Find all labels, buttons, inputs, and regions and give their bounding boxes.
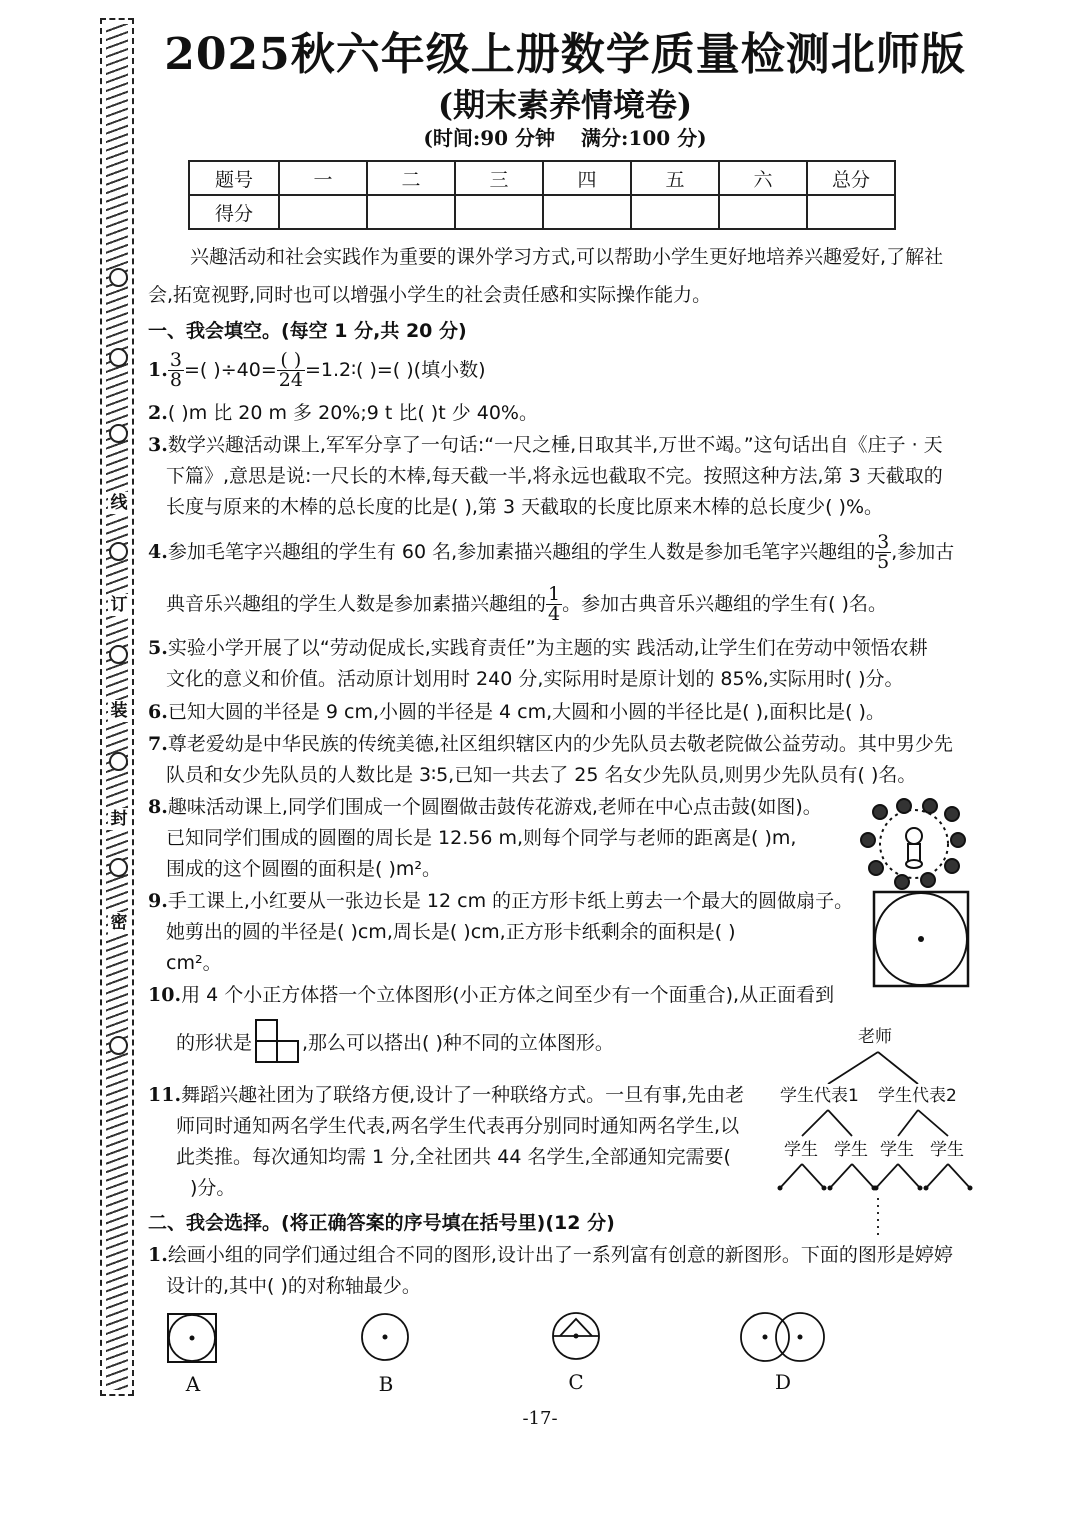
binding-hole: [109, 268, 128, 287]
tree-node-student: 学生: [880, 1140, 914, 1160]
question-1-1: [148, 350, 486, 390]
question-number: 9.: [148, 890, 168, 912]
score-table: [188, 160, 896, 230]
question-text-line: )分。: [190, 1177, 236, 1199]
question-text-line: 师同时通知两名学生代表,两名学生代表再分别同时通知两名学生,以: [176, 1115, 740, 1137]
cube-front-view-figure: [254, 1018, 302, 1066]
score-input-cell[interactable]: [807, 195, 895, 229]
question-text: 已知大圆的半径是 9 cm,小圆的半径是 4 cm,大圆和小圆的半径比是( ),面积比是( )。: [167, 701, 885, 723]
binding-hole: [109, 858, 128, 877]
question-text-line: 设计的,其中( )的对称轴最少。: [166, 1275, 421, 1297]
score-row-label: 得分: [189, 195, 279, 229]
tree-node-teacher: 老师: [858, 1027, 892, 1047]
binding-mark-mi: 密: [108, 912, 130, 934]
intro-line: 会,拓宽视野,同时也可以增强小学生的社会责任感和实际操作能力。: [148, 284, 712, 306]
fraction-denominator: 5: [877, 551, 890, 573]
binding-hole: [109, 1036, 128, 1055]
question-text-line: cm²。: [166, 952, 222, 974]
tree-node-student: 学生: [784, 1140, 818, 1160]
option-a-figure: [166, 1312, 218, 1364]
fraction: [168, 351, 184, 390]
question-number: 10.: [148, 984, 182, 1006]
question-text: 参加毛笔字兴趣组的学生有 60 名,参加素描兴趣组的学生人数是参加毛笔字兴趣组的: [167, 541, 876, 563]
score-input-cell[interactable]: [543, 195, 631, 229]
fraction: [277, 351, 305, 390]
page-number: -17-: [522, 1408, 558, 1429]
q1-part-b: =1.2∶( )=( )(填小数): [304, 359, 486, 381]
score-input-cell[interactable]: [367, 195, 455, 229]
question-text: 的形状是: [176, 1032, 253, 1054]
binding-hole: [109, 348, 128, 367]
fraction: [875, 533, 891, 572]
question-number: 7.: [148, 733, 168, 755]
question-text-line: 围成的这个圆圈的面积是( )m²。: [166, 858, 441, 880]
option-b-figure: [360, 1312, 410, 1362]
question-number: 1.: [148, 359, 168, 381]
tree-node-student: 学生: [834, 1140, 868, 1160]
score-cell-header: 二: [367, 161, 455, 195]
question-number: 4.: [148, 541, 168, 563]
binding-mark-feng: 封: [108, 808, 130, 830]
tree-node-rep2: 学生代表2: [878, 1086, 957, 1106]
option-d-label[interactable]: D: [774, 1370, 792, 1394]
question-text-line: [166, 584, 887, 624]
score-cell-header: 题号: [189, 161, 279, 195]
question-number: 1.: [148, 1244, 168, 1266]
page-title: 2025秋六年级上册数学质量检测北师版: [164, 29, 966, 80]
question-1-2: [148, 398, 538, 429]
score-table-header-row: [189, 161, 895, 195]
score-cell-header: 四: [543, 161, 631, 195]
fraction-denominator: 4: [548, 603, 561, 625]
page-subtitle: (期末素养情境卷): [437, 86, 693, 124]
score-input-cell[interactable]: [719, 195, 807, 229]
binding-hole: [109, 645, 128, 664]
binding-hole: [109, 542, 128, 561]
question-number: 8.: [148, 796, 168, 818]
question-1-5: [148, 633, 928, 664]
intro-line: 兴趣活动和社会实践作为重要的课外学习方式,可以帮助小学生更好地培养兴趣爱好,了解社: [190, 246, 944, 268]
children-circle-illustration: [858, 798, 970, 890]
question-text: 尊老爱幼是中华民族的传统美德,社区组织辖区内的少先队员去敬老院做公益劳动。其中男少先: [167, 733, 953, 755]
question-text-line: 队员和女少先队员的人数比是 3∶5,已知一共去了 25 名女少先队员,则男少先队员有( )名。: [166, 764, 917, 786]
option-a-label[interactable]: A: [185, 1372, 201, 1396]
fraction: [546, 585, 562, 624]
question-1-11: [148, 1080, 744, 1111]
question-1-3: [148, 430, 943, 461]
fraction-denominator: 8: [169, 369, 182, 391]
score-cell-header: 六: [719, 161, 807, 195]
question-text-line: 文化的意义和价值。活动原计划用时 240 分,实际用时是原计划的 85%,实际用时( )分。: [166, 668, 904, 690]
question-1-4: [148, 532, 954, 572]
question-text: 数学兴趣活动课上,军军分享了一句话:“一尺之棰,日取其半,万世不竭。”这句话出自《庄子 · 天: [167, 434, 943, 456]
question-2-1: [148, 1240, 953, 1271]
score-table-score-row: [189, 195, 895, 229]
question-text-line: 此类推。每次通知均需 1 分,全社团共 44 名学生,全部通知完需要(: [176, 1146, 731, 1168]
option-c-label[interactable]: C: [568, 1370, 584, 1394]
notification-tree-diagram: [770, 1024, 976, 1244]
question-text: 趣味活动课上,同学们围成一个圆圈做击鼓传花游戏,老师在中心点击鼓(如图)。: [167, 796, 822, 818]
question-text: ( )m 比 20 m 多 20%;9 t 比( )t 少 40%。: [167, 402, 538, 424]
score-input-cell[interactable]: [631, 195, 719, 229]
question-1-6: [148, 697, 885, 728]
score-cell-header: 三: [455, 161, 543, 195]
fraction-numerator: 3: [169, 349, 182, 371]
section-2-title: 二、我会选择。(将正确答案的序号填在括号里)(12 分): [148, 1212, 615, 1234]
q1-part-a: =( )÷40=: [183, 359, 277, 381]
exam-time: (时间:90 分钟: [423, 126, 556, 150]
question-number: 11.: [148, 1084, 182, 1106]
question-text-line: [176, 1028, 614, 1059]
score-cell-header: 五: [631, 161, 719, 195]
question-number: 6.: [148, 701, 168, 723]
question-text-line: 长度与原来的木棒的总长度的比是( ),第 3 天截取的长度比原来木棒的总长度少( )%。: [166, 496, 883, 518]
binding-mark-ding: 订: [108, 594, 130, 616]
question-1-10: [148, 980, 834, 1011]
score-input-cell[interactable]: [455, 195, 543, 229]
question-text: ,参加古: [891, 541, 955, 563]
question-number: 3.: [148, 434, 168, 456]
circle-in-square-figure: [872, 890, 970, 988]
question-text: ,那么可以搭出( )种不同的立体图形。: [302, 1032, 614, 1054]
question-text-line: 下篇》,意思是说:一尺长的木棒,每天截一半,将永远也截取不完。按照这种方法,第 3 天截取的: [166, 465, 943, 487]
fraction-numerator: ( ): [277, 351, 305, 371]
question-text-line: 已知同学们围成的圆圈的周长是 12.56 m,则每个同学与老师的距离是( )m,: [166, 827, 797, 849]
question-text: 实验小学开展了以“劳动促成长,实践育责任”为主题的实 践活动,让学生们在劳动中领悟农耕: [167, 637, 928, 659]
score-cell-header: 总分: [807, 161, 895, 195]
score-cell-header: 一: [279, 161, 367, 195]
tree-node-rep1: 学生代表1: [780, 1086, 859, 1106]
question-number: 5.: [148, 637, 168, 659]
question-text: 典音乐兴趣组的学生人数是参加素描兴趣组的: [166, 593, 547, 615]
option-d-figure: [738, 1310, 828, 1364]
tree-node-student: 学生: [930, 1140, 964, 1160]
question-text: 舞蹈兴趣社团为了联络方便,设计了一种联络方式。一旦有事,先由老: [181, 1084, 745, 1106]
fraction-numerator: 3: [877, 531, 890, 553]
question-text: 。参加古典音乐兴趣组的学生有( )名。: [562, 593, 887, 615]
score-input-cell[interactable]: [279, 195, 367, 229]
fraction-denominator: 24: [278, 369, 303, 391]
question-number: 2.: [148, 402, 168, 424]
option-b-label[interactable]: B: [378, 1372, 394, 1396]
binding-mark-zhuang: 装: [108, 700, 130, 722]
question-text-line: 她剪出的圆的半径是( )cm,周长是( )cm,正方形卡纸剩余的面积是( ): [166, 921, 736, 943]
binding-mark-line: 线: [108, 492, 130, 514]
binding-hole: [109, 752, 128, 771]
question-1-8: [148, 792, 822, 823]
binding-hole: [109, 424, 128, 443]
question-text: 绘画小组的同学们通过组合不同的图形,设计出了一系列富有创意的新图形。下面的图形是婷婷: [167, 1244, 953, 1266]
fraction-numerator: 1: [548, 583, 561, 605]
question-text: 手工课上,小红要从一张边长是 12 cm 的正方形卡纸上剪去一个最大的圆做扇子。: [167, 890, 854, 912]
question-text: 用 4 个小正方体搭一个立体图形(小正方体之间至少有一个面重合),从正面看到: [181, 984, 835, 1006]
option-c-figure: [550, 1310, 602, 1362]
question-1-7: [148, 729, 953, 760]
exam-full-score: 满分:100 分): [581, 126, 707, 150]
question-1-9: [148, 886, 853, 917]
section-1-title: 一、我会填空。(每空 1 分,共 20 分): [148, 320, 467, 342]
exam-meta: [150, 122, 980, 151]
